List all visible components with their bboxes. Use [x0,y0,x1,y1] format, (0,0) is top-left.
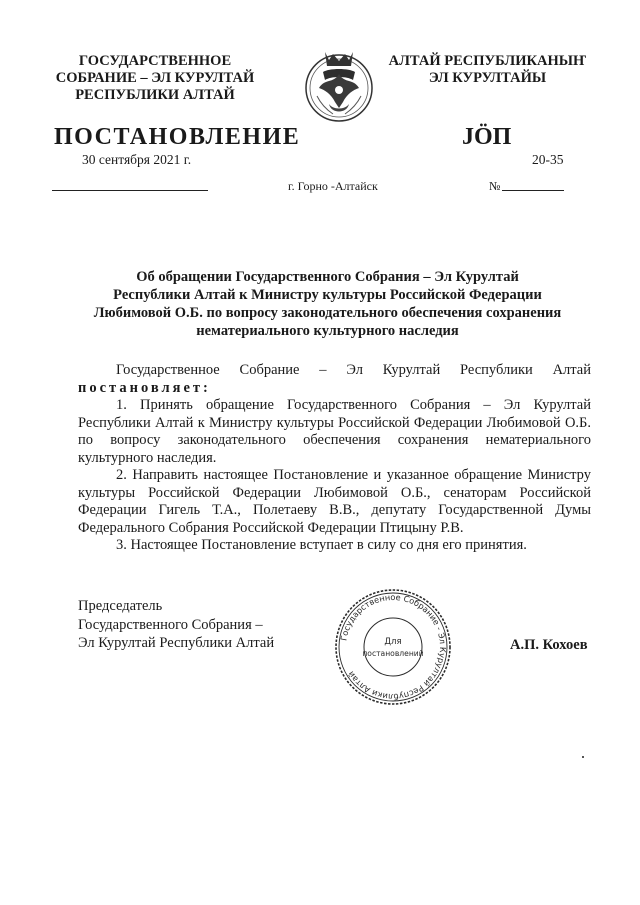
header-left-line-1: ГОСУДАРСТВЕННОЕ [78,53,232,69]
signatory-name: А.П. Кохоев [510,637,588,653]
document-city: г. Горно -Алтайск [288,179,378,193]
title-line-3: Любимовой О.Б. по вопросу законодательного обеспечения сохранения [93,305,562,321]
signatory-line-3: Эл Курултай Республики Алтай [78,635,275,651]
number-label: № [489,179,501,193]
title-line-2: Республики Алтай к Министру культуры Российской Федерации [113,287,542,303]
stamp-center-line-2: постановлений [362,649,424,658]
body-item-2: 2. Направить настоящее Постановление и указанное обращение Министру культуры Российской Федерации Любимовой О.Б., сенаторам Российской Федерации Гигель Т.А., Полетаеву В.В., депутату Государственной Думы Федерального Собрания Российской Федерации Птицыну Р.В. [78,467,591,536]
document-date: 30 сентября 2021 г. [82,152,192,167]
decree-word: постановляет: [78,379,211,396]
doc-type-russian: ПОСТАНОВЛЕНИЕ [54,124,301,150]
document-number: 20-35 [532,152,564,167]
signatory-line-1: Председатель [78,598,163,614]
signatory-line-2: Государственного Собрания – [78,616,263,633]
body-intro: Государственное Собрание – Эл Курултай Республики Алтай [116,362,591,378]
header-right-line-1: АЛТАЙ РЕСПУБЛИКАНЫҤ [388,53,587,69]
stamp-center-line-1: Для [384,637,402,647]
title-line-4: нематериального культурного наследия [196,323,459,339]
number-underline [502,190,564,191]
header-left-authority [40,53,270,104]
body-item-3: 3. Настоящее Постановление вступает в силу со дня его принятия. [116,537,527,553]
signatory-position [78,597,274,653]
scan-mark [582,756,584,758]
header-right-authority [375,53,600,87]
header-left-line-3: РЕСПУБЛИКИ АЛТАЙ [75,87,235,103]
header-right-line-2: ЭЛ КУРУЛТАЙЫ [428,70,547,86]
stamp-ring-text: Государственное Собрание - Эл Курултай Республики Алтай [338,591,449,703]
body-item-1: 1. Принять обращение Государственного Собрания – Эл Курултай Республики Алтай к Министру культуры Российской Федерации Любимовой О.Б. по вопросу законодательного обеспечения сохранения нематериального культурного наследия. [78,397,591,466]
doc-type-altai: JӦП [462,124,512,150]
altai-republic-emblem-icon [303,44,375,126]
document-title [70,268,585,340]
header-left-line-2: СОБРАНИЕ – ЭЛ КУРУЛТАЙ [55,70,255,86]
official-seal-stamp [333,587,453,707]
title-line-1: Об обращении Государственного Собрания – Эл Курултай [136,269,519,285]
date-underline [52,190,208,191]
document-body [78,362,591,555]
